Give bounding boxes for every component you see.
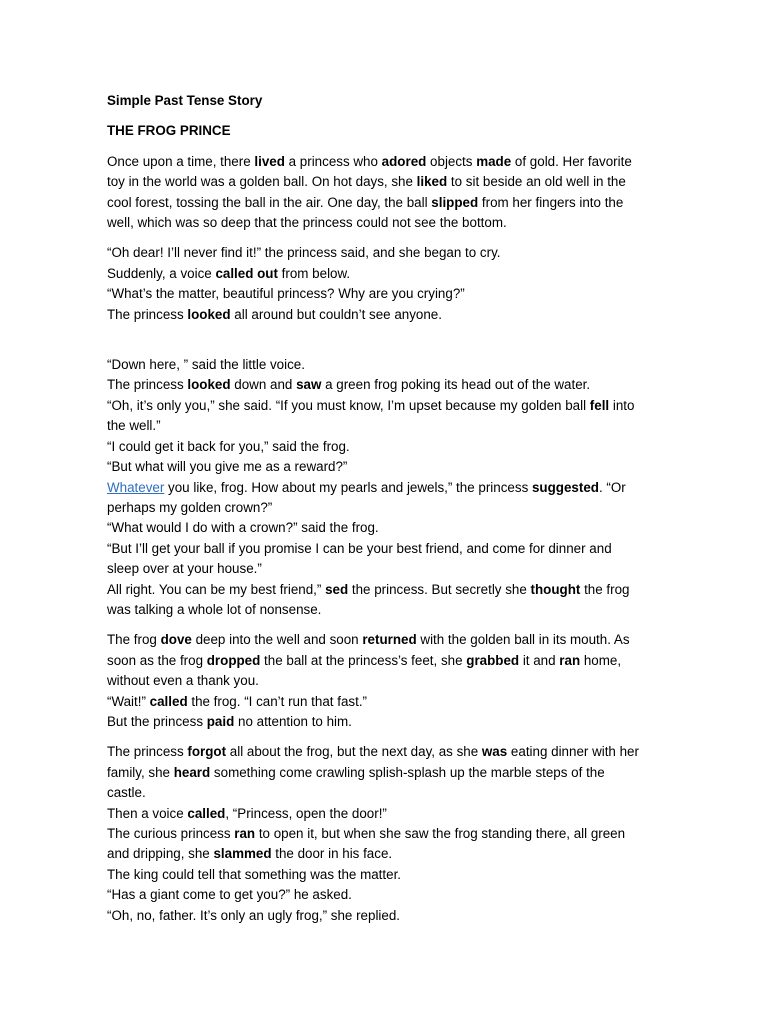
text-run: But the princess (107, 713, 207, 729)
text-run: , “Princess, open the door!” (225, 805, 387, 821)
bold-verb: lived (254, 153, 285, 169)
text-run: of gold. Her favorite (511, 153, 632, 169)
text-run: The princess (107, 377, 188, 393)
bold-verb: returned (362, 632, 417, 648)
bold-verb: looked (187, 306, 231, 322)
text-run: “But what will you give me as a reward?” (107, 459, 348, 475)
text-line (107, 763, 667, 783)
text-line (107, 498, 667, 518)
text-line (107, 559, 667, 579)
text-run: sleep over at your house.” (107, 561, 262, 577)
text-line (107, 264, 667, 284)
text-run: objects (426, 153, 477, 169)
text-line (107, 630, 667, 650)
bold-verb: grabbed (466, 652, 520, 668)
story-paragraph (107, 152, 667, 234)
text-line (107, 742, 667, 762)
text-run: castle. (107, 785, 146, 801)
text-run: a green frog poking its head out of the water. (321, 377, 591, 393)
text-line (107, 783, 667, 803)
text-run: it and (519, 652, 560, 668)
story-paragraph (107, 630, 667, 732)
text-run: a princess who (284, 153, 382, 169)
text-run: “Oh dear! I’ll never find it!” the princess said, and she began to cry. (107, 245, 501, 261)
text-run: Then a voice (107, 805, 188, 821)
bold-verb: dropped (206, 652, 261, 668)
bold-verb: saw (296, 377, 322, 393)
bold-verb: looked (187, 377, 231, 393)
text-run: “But I’ll get your ball if you promise I can be your best friend, and come for dinner and (107, 540, 612, 556)
text-run: “Oh, no, father. It’s only an ugly frog,” she replied. (107, 907, 401, 923)
text-run: “What would I do with a crown?” said the frog. (107, 520, 379, 536)
bold-verb: called out (215, 265, 278, 281)
text-line (107, 804, 667, 824)
text-line (107, 284, 667, 304)
text-run: the frog. “I can’t run that fast.” (187, 693, 367, 709)
text-run: the ball at the princess’s feet, she (260, 652, 467, 668)
text-line (107, 478, 667, 498)
text-run: and dripping, she (107, 846, 214, 862)
text-line (107, 416, 667, 436)
document-title: Simple Past Tense Story (107, 93, 263, 108)
text-run: “Wait!” (107, 693, 150, 709)
text-run: from her fingers into the (478, 194, 624, 210)
text-line (107, 824, 667, 844)
text-run: “I could get it back for you,” said the frog. (107, 438, 350, 454)
text-run: the frog (580, 581, 630, 597)
text-run: deep into the well and soon (191, 632, 363, 648)
bold-verb: liked (416, 174, 448, 190)
story-text (107, 152, 667, 926)
text-run: all around but couldn’t see anyone. (230, 306, 442, 322)
text-run: something come crawling splish-splash up the marble steps of the (210, 764, 605, 780)
bold-verb: ran (559, 652, 581, 668)
text-line (107, 671, 667, 691)
text-run: the princess. But secretly she (348, 581, 531, 597)
text-run: eating dinner with her (507, 744, 639, 760)
text-line (107, 193, 667, 213)
text-run: The princess (107, 744, 188, 760)
text-line (107, 600, 667, 620)
text-line (107, 457, 667, 477)
text-line (107, 712, 667, 732)
story-title: THE FROG PRINCE (107, 123, 231, 139)
text-line (107, 539, 667, 559)
text-run: into (609, 397, 635, 413)
story-paragraph (107, 243, 667, 325)
text-line (107, 396, 667, 416)
bold-verb: made (476, 153, 512, 169)
bold-verb: suggested (531, 479, 599, 495)
text-run: to open it, but when she saw the frog standing there, all green (255, 826, 626, 841)
bold-verb: ran (234, 826, 256, 841)
bold-verb: sed (325, 581, 349, 597)
bold-verb: was (481, 744, 508, 760)
text-line (107, 172, 667, 192)
text-run: . “Or (598, 479, 626, 495)
document-body (107, 91, 667, 936)
text-line (107, 152, 667, 172)
bold-verb: paid (206, 713, 235, 729)
text-run: The frog (107, 632, 161, 648)
text-line (107, 865, 667, 885)
text-line (107, 692, 667, 712)
text-run: soon as the frog (107, 652, 207, 668)
text-run: with the golden ball in its mouth. As (416, 632, 630, 648)
text-run: The king could tell that something was the matter. (107, 866, 402, 882)
text-run: from below. (277, 265, 351, 281)
hyperlink[interactable]: Whatever (107, 479, 165, 495)
text-line (107, 243, 667, 263)
text-run: “What’s the matter, beautiful princess? Why are you crying?” (107, 286, 465, 302)
text-run: The curious princess (107, 826, 235, 841)
text-run: Suddenly, a voice (107, 265, 216, 281)
bold-verb: called (187, 805, 226, 821)
text-run: All right. You can be my best friend,” (107, 581, 326, 597)
text-run: “Has a giant come to get you?” he asked. (107, 887, 352, 903)
text-run: “Down here, ” said the little voice. (107, 357, 305, 373)
text-line (107, 885, 667, 905)
text-run: you like, frog. How about my pearls and jewels,” the princess (164, 479, 532, 495)
text-run: down and (230, 377, 297, 393)
story-paragraph (107, 355, 667, 620)
text-run: family, she (107, 764, 174, 780)
text-line (107, 213, 667, 233)
bold-verb: adored (381, 153, 427, 169)
text-run: cool forest, tossing the ball in the air. One day, the ball (107, 194, 432, 210)
text-run: to sit beside an old well in the (447, 174, 626, 190)
text-line (107, 906, 667, 926)
bold-verb: heard (173, 764, 211, 780)
text-run: “Oh, it’s only you,” she said. “If you must know, I’m upset because my golden ball (107, 397, 590, 413)
text-run: was talking a whole lot of nonsense. (107, 601, 322, 617)
story-paragraph (107, 742, 667, 926)
text-run: perhaps my golden crown?” (107, 499, 273, 515)
text-run: home, (580, 652, 622, 668)
text-line (107, 437, 667, 457)
text-run: The princess (107, 306, 188, 322)
bold-verb: forgot (187, 744, 227, 760)
text-run: Once upon a time, there (107, 153, 255, 169)
text-run: toy in the world was a golden ball. On hot days, she (107, 174, 417, 190)
text-run: no attention to him. (234, 713, 352, 729)
bold-verb: dove (160, 632, 192, 648)
text-line (107, 651, 667, 671)
bold-verb: thought (530, 581, 581, 597)
text-line (107, 355, 667, 375)
bold-verb: slammed (213, 846, 272, 862)
text-line (107, 518, 667, 538)
text-run: the well.” (107, 418, 161, 434)
bold-verb: slipped (431, 194, 479, 210)
text-line (107, 305, 667, 325)
text-line (107, 580, 667, 600)
text-run: without even a thank you. (107, 673, 259, 689)
text-line (107, 844, 667, 864)
bold-verb: called (149, 693, 188, 709)
text-run: the door in his face. (271, 846, 393, 862)
text-run: well, which was so deep that the princess could not see the bottom. (107, 215, 507, 231)
text-run: all about the frog, but the next day, as she (226, 744, 482, 760)
text-line (107, 375, 667, 395)
bold-verb: fell (589, 397, 610, 413)
